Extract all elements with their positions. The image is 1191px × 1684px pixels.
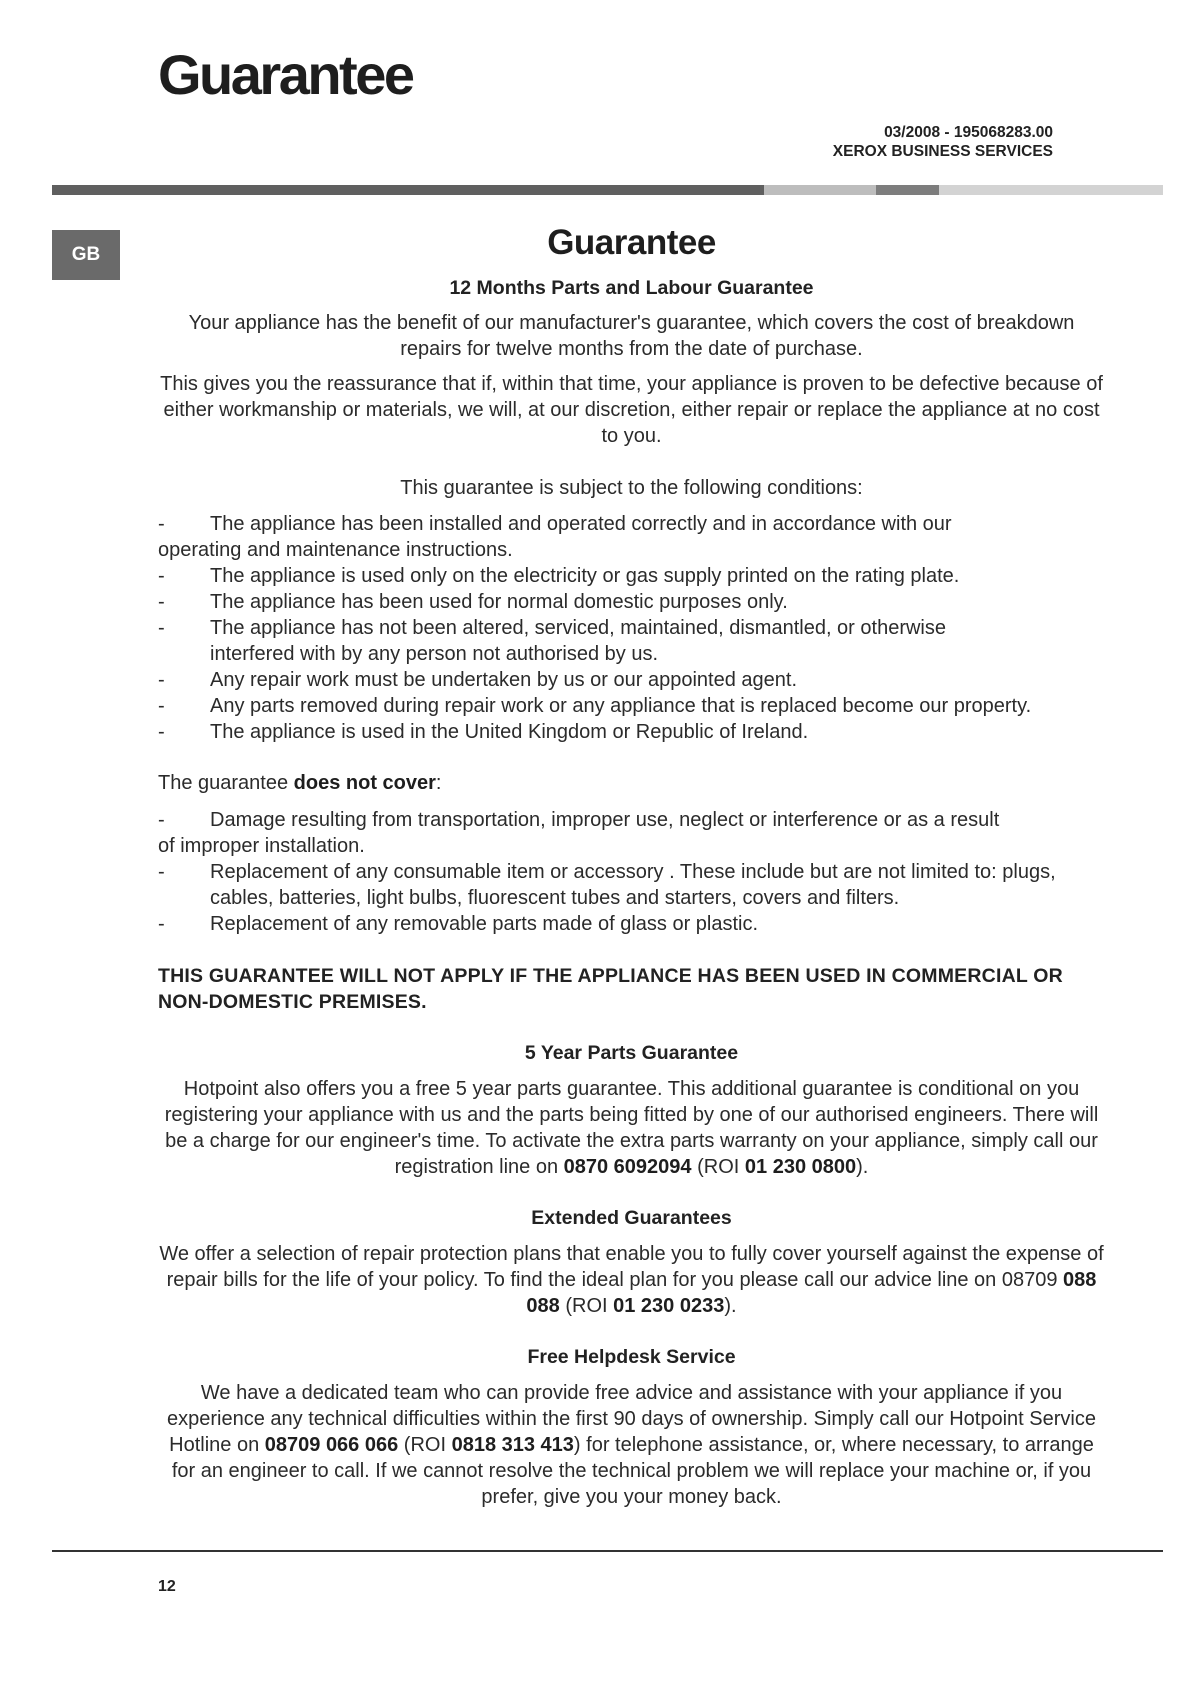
five-year-paragraph: Hotpoint also offers you a free 5 year parts guarantee. This additional guarantee is conditional on you registering your appliance with us and the parts being fitted by one of our authorised engineers. There will be a charge for our engineer's time. To activate the extra parts warranty on your appliance, simply call our registration line on 0870 6092094 (ROI 01 230 0800). bbox=[164, 1078, 1099, 1178]
page-title: Guarantee bbox=[158, 43, 413, 106]
guarantee-content bbox=[158, 222, 1105, 1510]
intro-paragraph-2: This gives you the reassurance that if, within that time, your appliance is proven to be defective because of either workmanship or materials, we will, at our discretion, either repair or replace the appliance at no cost to you. bbox=[160, 373, 1103, 447]
header-rule-segment bbox=[876, 185, 939, 195]
list-item: - Replacement of any removable parts made of glass or plastic. bbox=[158, 913, 759, 935]
header-rule-segment bbox=[939, 185, 1163, 195]
registration-phone-roi: 01 230 0800 bbox=[744, 1156, 857, 1178]
service-hotline-phone-roi: 0818 313 413 bbox=[451, 1434, 574, 1456]
section-title: Guarantee bbox=[547, 223, 716, 262]
header-rule-segment bbox=[52, 185, 764, 195]
document-reference bbox=[833, 123, 1053, 161]
list-item-continuation: operating and maintenance instructions. bbox=[158, 539, 513, 561]
list-item: - The appliance has been used for normal domestic purposes only. bbox=[158, 591, 788, 613]
advice-line-phone: 088 088 bbox=[526, 1269, 1097, 1317]
conditions-intro: This guarantee is subject to the following conditions: bbox=[400, 477, 863, 499]
list-item: - Any repair work must be undertaken by us or our appointed agent. bbox=[158, 669, 798, 691]
list-item: - The appliance has been installed and operated correctly and in accordance with our bbox=[158, 513, 952, 535]
extended-guarantees-heading: Extended Guarantees bbox=[531, 1207, 732, 1229]
printer-credit: XEROX BUSINESS SERVICES bbox=[832, 143, 1053, 160]
list-item: - Replacement of any consumable item or accessory . These include but are not limited to: plugs, cables, batteries, light bulbs, fluorescent tubes and starters, covers and filters. bbox=[158, 861, 1056, 909]
exclusions-list bbox=[158, 807, 1105, 937]
helpdesk-paragraph: We have a dedicated team who can provide free advice and assistance with your appliance if you experience any technical difficulties within the first 90 days of ownership. Simply call our Hotpoint Service Hotline on 08709 066 066 (ROI 0818 313 413) for telephone assistance, or, where necessary, to arrange for an engineer to call. If we cannot resolve the technical problem we will replace your machine or, if you prefer, give you your money back. bbox=[167, 1382, 1096, 1508]
not-cover-heading: The guarantee does not cover: bbox=[158, 772, 442, 794]
list-item: - The appliance has not been altered, serviced, maintained, dismantled, or otherwise interfered with by any person not authorised by us. bbox=[158, 617, 946, 665]
list-item: - The appliance is used only on the electricity or gas supply printed on the rating plate. bbox=[158, 565, 960, 587]
advice-line-phone-roi: 01 230 0233 bbox=[613, 1295, 725, 1317]
list-item: - Any parts removed during repair work or any appliance that is replaced become our property. bbox=[158, 695, 1032, 717]
doc-ref-code: 03/2008 - 195068283.00 bbox=[884, 124, 1053, 141]
page-number: 12 bbox=[158, 1578, 176, 1595]
helpdesk-heading: Free Helpdesk Service bbox=[527, 1346, 736, 1368]
service-hotline-phone: 08709 066 066 bbox=[264, 1434, 399, 1456]
conditions-list bbox=[158, 511, 1105, 745]
five-year-heading: 5 Year Parts Guarantee bbox=[524, 1042, 739, 1064]
list-item: - Damage resulting from transportation, improper use, neglect or interference or as a result bbox=[158, 809, 1000, 831]
list-item-continuation: of improper installation. bbox=[158, 835, 365, 857]
header-rule-segment bbox=[764, 185, 876, 195]
footer-rule bbox=[52, 1550, 1163, 1552]
language-tab: GB bbox=[52, 230, 120, 280]
intro-paragraph-1: Your appliance has the benefit of our manufacturer's guarantee, which covers the cost of breakdown repairs for twelve months from the date of purchase. bbox=[188, 312, 1075, 360]
extended-guarantees-paragraph: We offer a selection of repair protection plans that enable you to fully cover yourself against the expense of repair bills for the life of your policy. To find the ideal plan for you please call our advice line on 08709 088 088 (ROI 01 230 0233). bbox=[159, 1243, 1104, 1317]
commercial-warning: THIS GUARANTEE WILL NOT APPLY IF THE APPLIANCE HAS BEEN USED IN COMMERCIAL OR NON-DOMESTIC PREMISES. bbox=[158, 965, 1063, 1013]
labour-guarantee-heading: 12 Months Parts and Labour Guarantee bbox=[449, 277, 814, 299]
registration-phone: 0870 6092094 bbox=[563, 1156, 692, 1178]
list-item: - The appliance is used in the United Kingdom or Republic of Ireland. bbox=[158, 721, 809, 743]
